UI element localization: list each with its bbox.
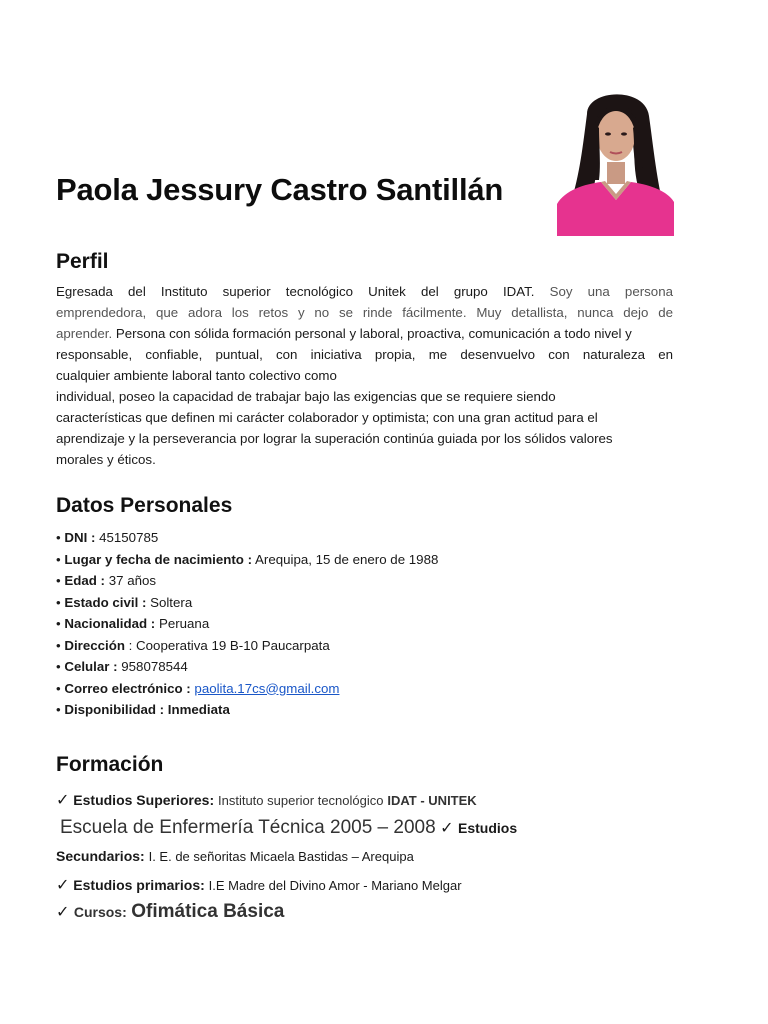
formacion-escuela: Escuela de Enfermería Técnica 2005 – 2008 ✓ Estudios	[60, 817, 518, 838]
formacion-cursos: ✓ Cursos: Ofimática Básica	[56, 901, 285, 922]
perfil-line: morales y éticos.	[56, 452, 156, 467]
perfil-line: responsable, confiable, puntual, con iniciativa propia, me desenvuelvo con naturaleza en	[56, 347, 673, 362]
check-icon: ✓	[440, 820, 454, 837]
formacion-heading: Formación	[56, 753, 164, 776]
list-item-nationality: • Nacionalidad : Peruana	[56, 616, 210, 631]
datos-personales-heading: Datos Personales	[56, 494, 233, 517]
perfil-block-justified	[56, 281, 673, 365]
list-item-phone: • Celular : 958078544	[56, 659, 188, 674]
email-link[interactable]: paolita.17cs@gmail.com	[194, 680, 340, 696]
check-icon: ✓	[56, 904, 70, 921]
candidate-name: Paola Jessury Castro Santillán	[56, 172, 504, 207]
list-item-birth: • Lugar y fecha de nacimiento : Arequipa, 15 de enero de 1988	[56, 551, 439, 567]
list-item-dni: • DNI : 45150785	[56, 530, 159, 545]
formacion-superiores: ✓ Estudios Superiores: Instituto superior tecnológico IDAT - UNITEK	[56, 792, 477, 809]
formacion-primarios: ✓ Estudios primarios: I.E Madre del Divino Amor - Mariano Melgar	[56, 877, 462, 894]
perfil-heading: Perfil	[56, 250, 109, 273]
list-item-age: • Edad : 37 años	[56, 573, 157, 588]
list-item-address: • Dirección : Cooperativa 19 B-10 Paucarpata	[56, 637, 330, 653]
list-item-email: • Correo electrónico : paolita.17cs@gmail.com	[56, 680, 340, 696]
perfil-line: aprender. Persona con sólida formación personal y laboral, proactiva, comunicación a todo nivel y	[56, 326, 632, 341]
check-icon: ✓	[56, 792, 70, 809]
perfil-line: aprendizaje y la perseverancia por lograr la superación continúa guiada por los sólidos valores	[56, 431, 613, 446]
list-item-civil-status: • Estado civil : Soltera	[56, 594, 193, 610]
formacion-secundarios: Secundarios: I. E. de señoritas Micaela Bastidas – Arequipa	[56, 848, 414, 864]
perfil-block-left	[56, 365, 673, 470]
perfil-line: Egresada del Instituto superior tecnológico Unitek del grupo IDAT. Soy una persona	[56, 284, 673, 299]
check-icon: ✓	[56, 877, 70, 894]
perfil-line: individual, poseo la capacidad de trabajar bajo las exigencias que se requiere siendo	[56, 389, 556, 404]
list-item-availability: • Disponibilidad : Inmediata	[56, 702, 230, 717]
perfil-line: características que definen mi carácter colaborador y optimista; con una gran actitud para el	[56, 410, 598, 425]
datos-personales-list	[56, 527, 676, 721]
profile-photo	[557, 84, 674, 236]
perfil-line: cualquier ambiente laboral tanto colectivo como	[56, 368, 337, 383]
perfil-line: emprendedora, que adora los retos y no se rinde fácilmente. Muy detallista, nunca dejo de	[56, 305, 673, 320]
